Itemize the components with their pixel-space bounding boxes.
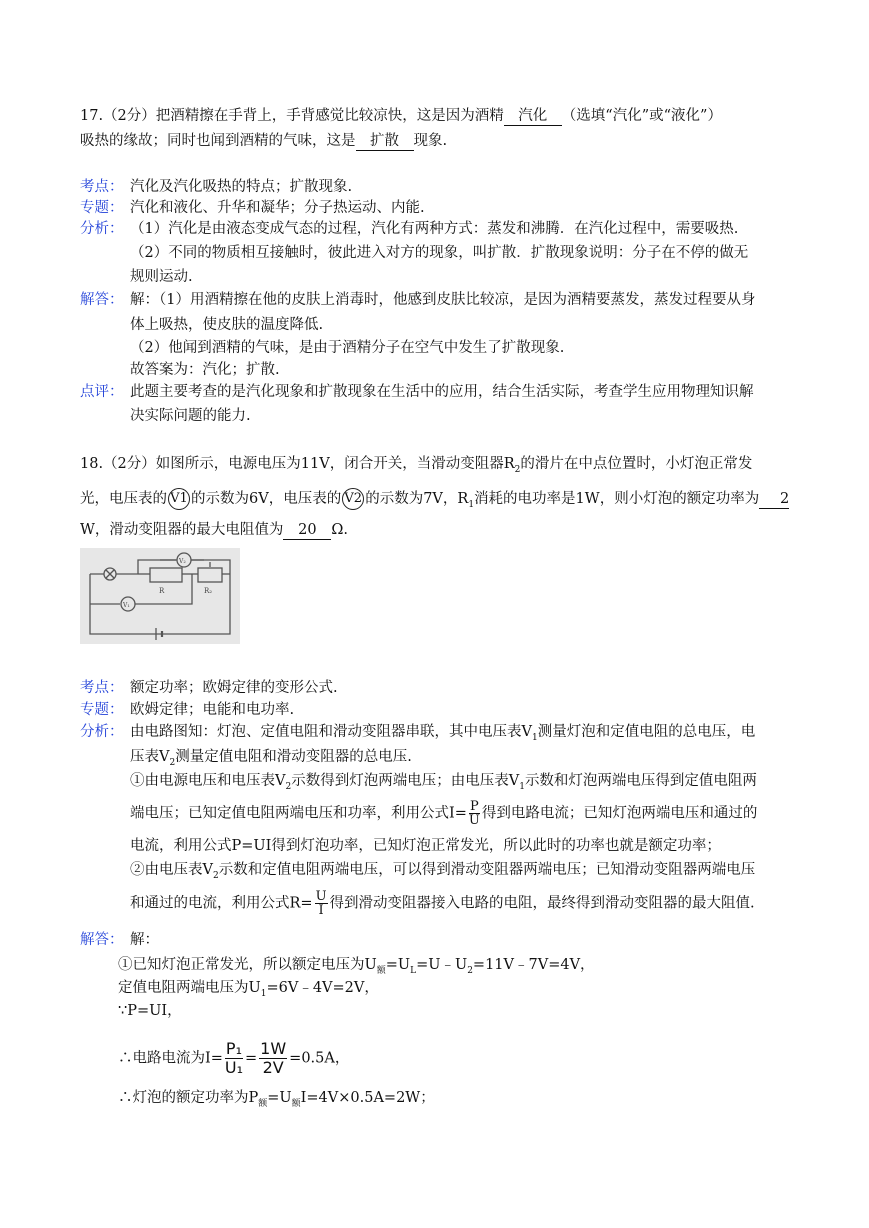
q18-jieda-2: [118, 978, 379, 1004]
q17-dianping: [80, 382, 754, 402]
jieda-sub: L: [410, 965, 417, 976]
formula-denominator: 2V: [262, 1058, 284, 1077]
fenxi-text: ②由电压表V: [130, 862, 213, 878]
q18-text: R: [503, 456, 515, 472]
q17-kaodian: [80, 177, 352, 197]
fenxi-text: 得到电路电流；已知灯泡两端电压和通过的: [481, 805, 758, 822]
fenxi-text: 得到滑动变阻器接入电路的电阻，最终得到滑动变阻器的最大阻值.: [329, 895, 755, 912]
jieda-text: 解：: [130, 932, 159, 948]
formula-numerator: P₁: [225, 1039, 242, 1058]
fenxi-text: 测量定值电阻和滑动变阻器的总电压.: [175, 749, 412, 765]
q17-jieda-3: （2）他闻到酒精的气味，是由于酒精分子在空气中发生了扩散现象.: [130, 340, 565, 356]
jieda-text: ∴电路电流为I=: [118, 1050, 223, 1067]
q18-zhuanti: [80, 700, 294, 720]
q18-fenxi-7: [130, 890, 755, 917]
q17-dianping-2: 决实际问题的能力.: [130, 408, 251, 424]
fenxi-text: 压表V: [130, 749, 170, 765]
kaodian-text: 额定功率；欧姆定律的变形公式.: [130, 680, 338, 696]
q17-text: （选填“汽化”或“液化”）: [561, 108, 722, 124]
formula-lhs: I=: [449, 805, 467, 822]
formula-numerator: 1W: [260, 1039, 287, 1058]
q17-line-2: [80, 131, 447, 151]
q17-answer-2: 扩散: [356, 132, 414, 151]
q18-jieda: [80, 930, 159, 950]
jieda-text: 定值电阻两端电压为U: [118, 980, 261, 996]
q18-sub: 1: [468, 499, 475, 510]
fenxi-text: （1）汽化是由液态变成气态的过程，汽化有两种方式：蒸发和沸腾．在汽化过程中，需要吸热.: [130, 221, 739, 237]
fenxi-sub: 2: [285, 781, 292, 792]
jieda-text: =U﹣U: [416, 957, 468, 973]
jieda-sub: 1: [260, 988, 267, 999]
q18-fenxi: [80, 722, 755, 748]
q17-text: 17.（2分）把酒精擦在手背上，手背感觉比较凉快，这是因为酒精: [80, 108, 504, 124]
fenxi-label: 分析：: [80, 221, 124, 237]
fenxi-text: 示数和定值电阻两端电压，可以得到滑动变阻器两端电压；已知滑动变阻器两端电压: [218, 862, 756, 878]
q18-jieda-5: [118, 1088, 435, 1114]
v1-label: V₁: [123, 602, 130, 609]
jieda-label: 解答：: [80, 292, 124, 308]
v2-label: V₂: [179, 558, 186, 565]
fenxi-text: 和通过的电流，利用公式: [130, 895, 290, 912]
formula-denominator: U: [468, 813, 480, 828]
jieda-sub: 2: [467, 965, 473, 976]
r2-label: R₂: [204, 587, 213, 595]
q18-text: 的示数为6V，电压表的: [191, 491, 342, 507]
q17-jieda: [80, 290, 755, 310]
jieda-text: =U: [267, 1090, 292, 1106]
formula-u-over-i: [315, 890, 328, 917]
zhuanti-text: 汽化和液化、升华和凝华；分子热运动、内能.: [130, 200, 425, 216]
q17-line-1: [80, 106, 722, 126]
fenxi-sub: 2: [169, 757, 176, 768]
q17-jieda-2: 体上吸热，使皮肤的温度降低.: [130, 317, 324, 333]
fenxi-label: 分析：: [80, 724, 124, 740]
dianping-label: 点评：: [80, 384, 124, 400]
voltmeter-v2-symbol: V2: [342, 488, 364, 510]
q18-fenxi-5: 电流，利用公式P=UI得到灯泡功率，已知灯泡正常发光，所以此时的功率也就是额定功率；: [130, 838, 721, 854]
formula-numerator: U: [315, 889, 327, 904]
jieda-text: =6V﹣4V=2V，: [266, 980, 379, 996]
q18-answer-1: 2: [759, 490, 789, 509]
formula-denominator: I: [318, 903, 324, 918]
kaodian-label: 考点：: [80, 680, 124, 696]
formula-numerator: P: [470, 799, 479, 814]
q17-zhuanti: [80, 198, 425, 218]
jieda-text: =U: [385, 957, 411, 973]
fenxi-sub: 2: [212, 870, 219, 881]
fenxi-text: 示数和灯泡两端电压得到定值电阻两: [524, 773, 757, 789]
formula-lhs: R=: [289, 895, 313, 912]
circuit-svg: [80, 548, 240, 644]
q18-line-3: [80, 520, 348, 540]
q18-line-2: [80, 488, 789, 515]
q17-answer-1: 汽化: [504, 107, 562, 126]
q18-sub: 2: [514, 464, 521, 475]
q17-fenxi-3: 规则运动.: [130, 269, 193, 285]
q18-text: 18.（2分）如图所示，电源电压为11V，闭合开关，当滑动变阻器: [80, 456, 504, 472]
q17-fenxi: [80, 219, 738, 239]
jieda-text: ①已知灯泡正常发光，所以额定电压为U: [118, 957, 377, 973]
jieda-label: 解答：: [80, 932, 124, 948]
zhuanti-label: 专题：: [80, 702, 124, 718]
circuit-diagram: [80, 548, 240, 644]
jieda-text: =11V﹣7V=4V，: [472, 957, 595, 973]
q17-text: 吸热的缘故；同时也闻到酒精的气味，这是: [80, 133, 356, 149]
q18-fenxi-4: [130, 800, 757, 827]
zhuanti-text: 欧姆定律；电能和电功率.: [130, 702, 295, 718]
q18-fenxi-2: [130, 747, 412, 773]
voltmeter-v1-symbol: V1: [168, 488, 190, 510]
q18-text: Ω.: [331, 522, 349, 538]
jieda-text: =0.5A，: [289, 1050, 350, 1067]
q18-text: R: [457, 491, 469, 507]
q18-text: W，滑动变阻器的最大电阻值为: [80, 522, 284, 538]
formula-p-over-u: [469, 800, 480, 827]
q18-text: 的示数为7V，: [365, 491, 458, 507]
jieda-sub: 额: [376, 965, 386, 976]
q17-text: 现象.: [413, 133, 448, 149]
kaodian-text: 汽化及汽化吸热的特点；扩散现象.: [130, 179, 353, 195]
formula-p1-over-u1: [225, 1040, 243, 1077]
fenxi-text: 由电路图知：灯泡、定值电阻和滑动变阻器串联，其中电压表V: [130, 724, 532, 740]
formula-1w-over-2v: [259, 1040, 287, 1077]
jieda-text: 解：（1）用酒精擦在他的皮肤上消毒时，他感到皮肤比较凉，是因为酒精要蒸发，蒸发过程要从身: [130, 292, 756, 308]
zhuanti-label: 专题：: [80, 200, 124, 216]
r-label: R: [159, 587, 165, 595]
q18-fenxi-3: [130, 771, 757, 797]
q18-answer-2: 20: [283, 521, 331, 540]
fenxi-text: 测量灯泡和定值电阻的总电压，电: [537, 724, 756, 740]
q18-jieda-1: [118, 955, 595, 981]
q18-kaodian: [80, 678, 338, 698]
q17-fenxi-2: （2）不同的物质相互接触时，彼此进入对方的现象，叫扩散．扩散现象说明：分子在不停的做无: [130, 245, 749, 261]
fenxi-text: 示数得到灯泡两端电压；由电压表V: [291, 773, 520, 789]
q18-fenxi-6: [130, 860, 755, 886]
formula-denominator: U₁: [224, 1058, 244, 1077]
formula-equals: =: [245, 1050, 258, 1067]
dianping-text: 此题主要考查的是汽化现象和扩散现象在生活中的应用，结合生活实际，考查学生应用物理知识解: [130, 384, 754, 400]
q18-line-1: [80, 454, 752, 480]
jieda-text: ∴灯泡的额定功率为P: [118, 1090, 259, 1106]
jieda-sub: 额: [258, 1098, 268, 1109]
fenxi-text: 端电压；已知定值电阻两端电压和功率，利用公式: [130, 805, 449, 822]
q18-jieda-4: [118, 1040, 349, 1077]
jieda-sub: 额: [291, 1098, 301, 1109]
fenxi-sub: 1: [519, 781, 525, 792]
q17-jieda-4: 故答案为：汽化；扩散.: [130, 362, 280, 378]
kaodian-label: 考点：: [80, 179, 124, 195]
q18-text: 的滑片在中点位置时，小灯泡正常发: [520, 456, 753, 472]
q18-text: 消耗的电功率是1W，则小灯泡的额定功率为: [474, 491, 760, 507]
fenxi-text: ①由电源电压和电压表V: [130, 773, 286, 789]
q18-text: 光，电压表的: [80, 491, 167, 507]
fenxi-sub: 1: [531, 732, 538, 743]
jieda-text: I=4V×0.5A=2W；: [300, 1090, 435, 1106]
q18-jieda-3: ∵P=UI，: [118, 1003, 182, 1019]
